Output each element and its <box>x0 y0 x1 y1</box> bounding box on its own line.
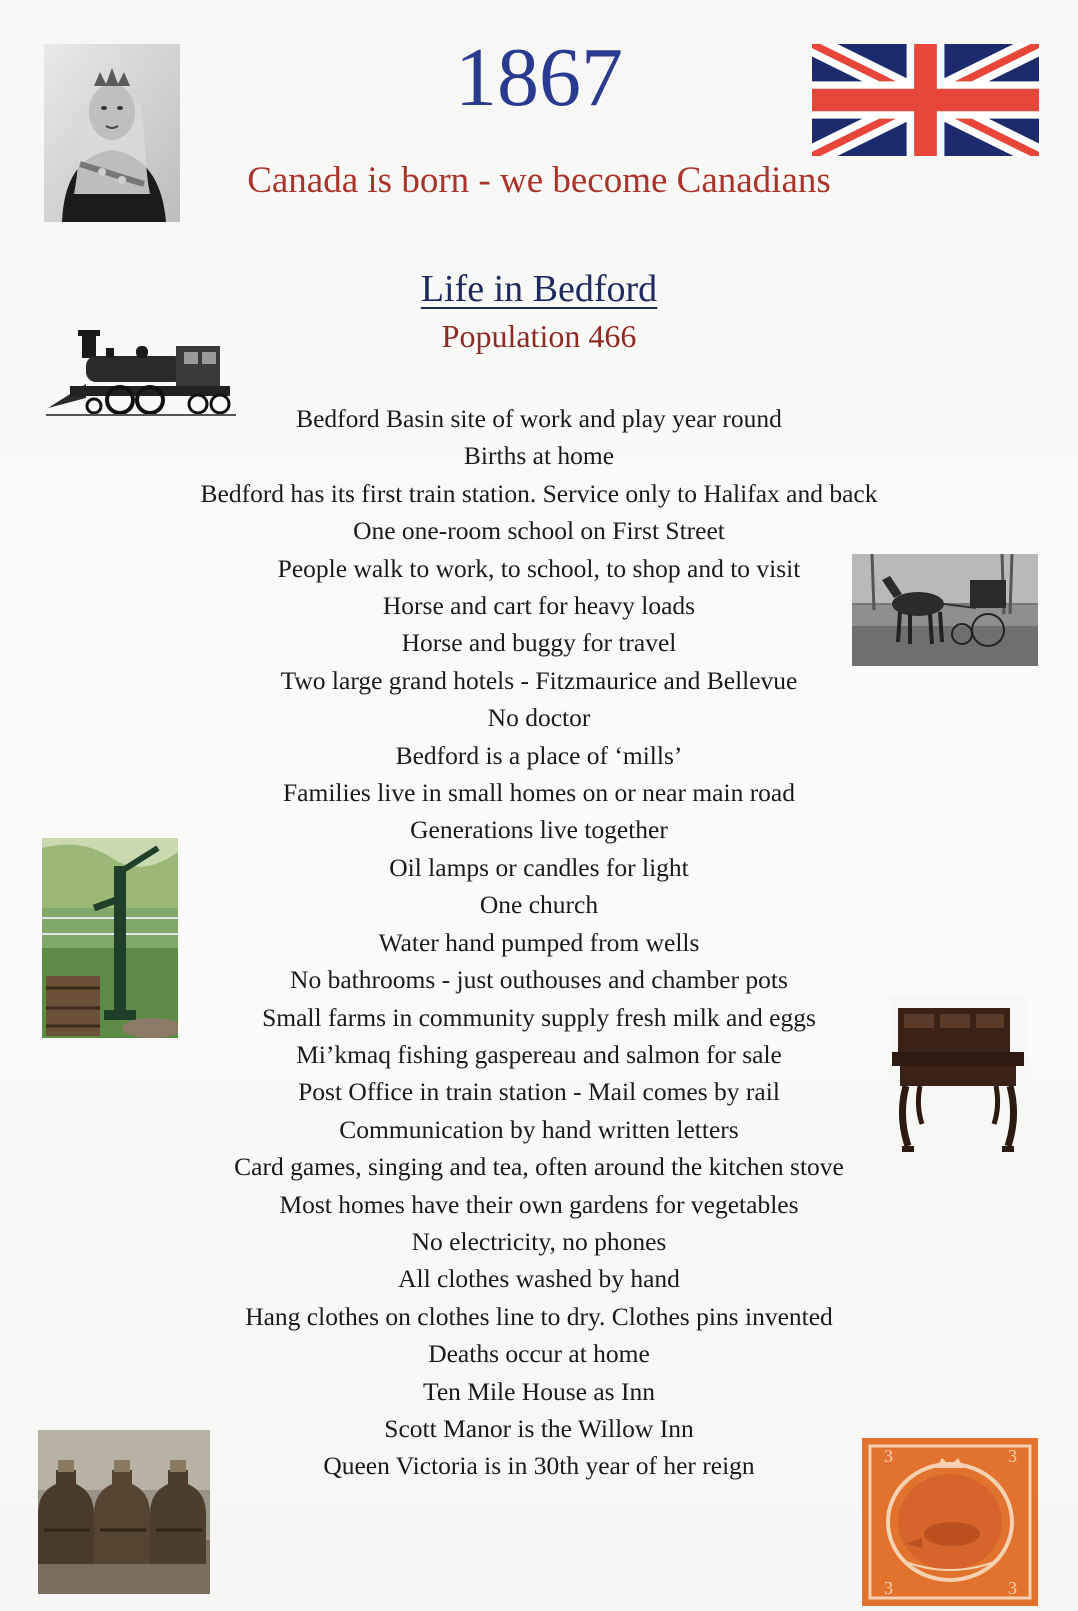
fact-item: Card games, singing and tea, often around the kitchen stove <box>234 1152 844 1182</box>
fact-item: Queen Victoria is in 30th year of her reign <box>323 1451 755 1481</box>
facts-list <box>0 400 1078 1485</box>
fact-item: Scott Manor is the Willow Inn <box>384 1413 694 1443</box>
population-label: Population 466 <box>441 318 637 354</box>
fact-item: All clothes washed by hand <box>398 1264 680 1294</box>
fact-item: No doctor <box>487 703 591 733</box>
fact-item: Oil lamps or candles for light <box>389 852 689 882</box>
fact-item: Bedford has its first train station. Service only to Halifax and back <box>200 478 878 508</box>
section-title <box>0 270 1078 308</box>
fact-item: Post Office in train station - Mail comes by rail <box>298 1077 780 1107</box>
fact-item: One church <box>479 890 599 920</box>
fact-item: Small farms in community supply fresh milk and eggs <box>262 1002 816 1032</box>
section-title-text: Life in Bedford <box>420 268 658 310</box>
fact-item: Mi’kmaq fishing gaspereau and salmon for sale <box>296 1039 782 1069</box>
svg-text:3: 3 <box>1008 1578 1017 1598</box>
year-heading: 1867 <box>455 31 623 124</box>
fact-item: No electricity, no phones <box>411 1226 667 1256</box>
fact-item: Families live in small homes on or near main road <box>282 778 796 808</box>
fact-item: Bedford Basin site of work and play year round <box>296 404 782 433</box>
fact-item: Generations live together <box>410 815 668 845</box>
fact-item: Horse and buggy for travel <box>401 628 677 658</box>
svg-text:3: 3 <box>884 1446 893 1466</box>
fact-item: Most homes have their own gardens for vegetables <box>279 1189 799 1219</box>
fact-item: Two large grand hotels - Fitzmaurice and Bellevue <box>280 665 798 695</box>
fact-item: People walk to work, to school, to shop and to visit <box>277 553 801 583</box>
fact-item: Hang clothes on clothes line to dry. Clothes pins invented <box>245 1301 833 1331</box>
svg-text:3: 3 <box>1008 1446 1017 1466</box>
fact-item: Water hand pumped from wells <box>378 927 700 957</box>
fact-item: Bedford is a place of ‘mills’ <box>395 740 683 770</box>
fact-item: One one-room school on First Street <box>353 516 725 546</box>
fact-item: No bathrooms - just outhouses and chamber pots <box>290 965 788 995</box>
fact-item: Horse and cart for heavy loads <box>382 591 696 621</box>
fact-item: Deaths occur at home <box>428 1339 650 1369</box>
svg-text:3: 3 <box>884 1578 893 1598</box>
fact-item: Ten Mile House as Inn <box>423 1376 655 1406</box>
subtitle: Canada is born - we become Canadians <box>247 160 831 201</box>
fact-item: Communication by hand written letters <box>339 1114 739 1144</box>
fact-item: Births at home <box>463 441 615 471</box>
